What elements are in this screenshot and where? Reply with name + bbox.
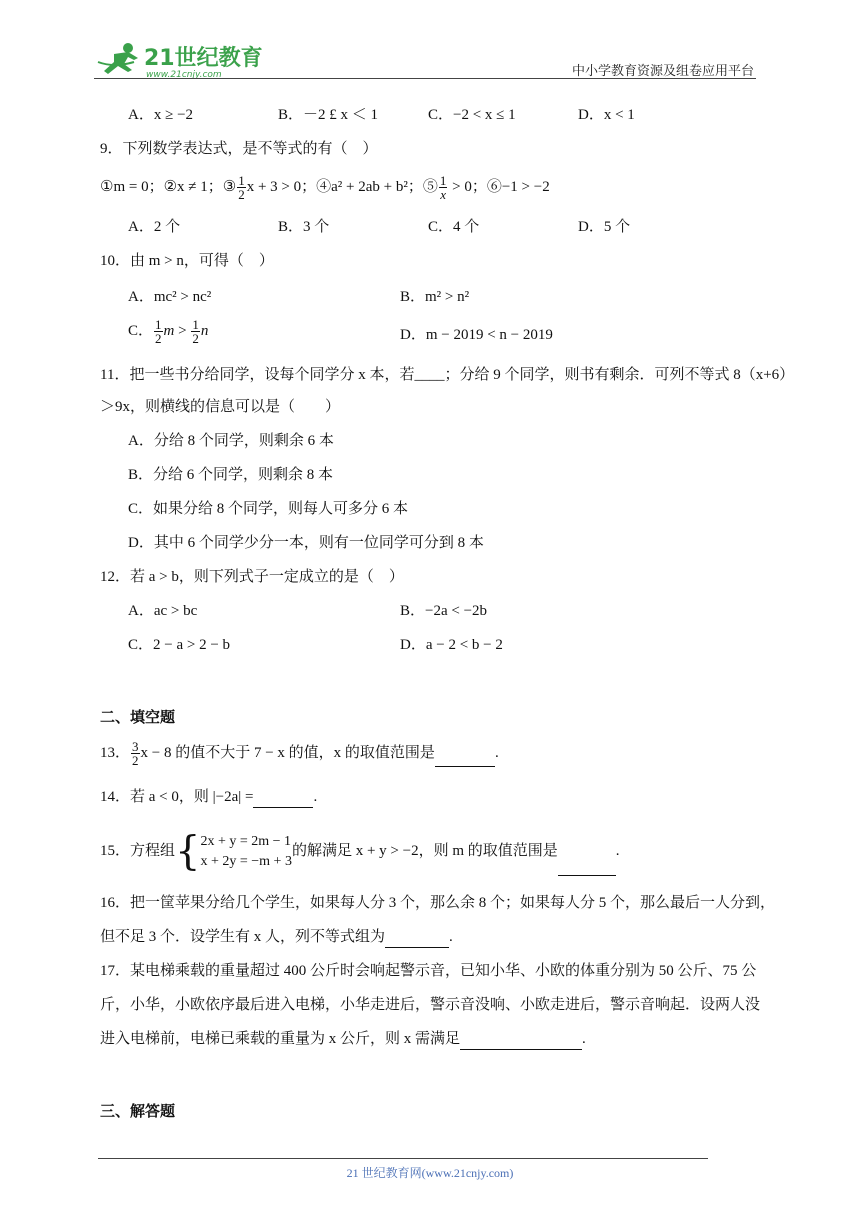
q8-options [128,104,728,126]
q15-eq1: 2x + y = 2m − 1 [200,833,292,849]
q9-fraction-half: $\frac{1}{2}$ [238,173,245,202]
q13-end: . [494,744,499,761]
header-divider [94,78,756,79]
q15-text-post: 的解满足 x + y > −2，则 m 的取值范围是 [291,843,558,859]
q15-text-pre: 15．方程组 [100,843,176,859]
q11-option-d: D．其中 6 个同学少分一本，则有一位同学可分到 8 本 [128,535,484,551]
q10-stem: 10．由 m > n，可得（ ） [100,253,274,269]
q9-option-c: C．4 个 [428,219,480,235]
q8-option-d: D．x < 1 [578,107,635,123]
q15-system [200,832,291,872]
q15-brace: { [175,828,201,875]
q15 [100,826,620,876]
q10-option-d: D．m − 2019 < n − 2019 [400,327,553,343]
q11-stem-line1: 11．把一些书分给同学，设每个同学分 x 本，若____；分给 9 个同学，则书有剩余．可列不等式 8（x+6） [100,367,795,383]
q12-option-a: A．ac > bc [128,603,198,619]
q14-answer-blank[interactable] [253,791,313,808]
q17-answer-blank[interactable] [460,1033,582,1050]
q16-line2 [100,926,453,948]
q11-option-a: A．分给 8 个同学，则剩余 6 本 [128,433,334,449]
q15-answer-blank[interactable] [558,859,616,876]
q9-expr-3: > 0；⑥−1 > −2 [448,178,550,195]
q9-fraction-1-over-x: $\frac{1}{x}$ [439,173,447,202]
q9-option-b: B．3 个 [278,219,330,235]
q15-eq2: x + 2y = −m + 3 [200,853,292,869]
q13-number: 13． [100,744,131,761]
q14 [100,786,317,808]
q13 [100,740,499,767]
header-platform-text: 中小学教育资源及组卷应用平台 [571,63,754,78]
q9-stem: 9．下列数学表达式，是不等式的有（ ） [100,141,378,157]
footer-site-text[interactable]: 21 世纪教育网(www.21cnjy.com) [346,1166,514,1180]
site-logo [94,38,264,80]
q15-end: . [615,843,620,859]
q8-option-a: A．x ≥ −2 [128,107,194,123]
svg-text:21世纪教育: 21世纪教育 [144,46,263,71]
q11-stem-line2: ＞9x，则横线的信息可以是（ ） [100,399,341,415]
q9-expr-1: ①m = 0；②x ≠ 1；③ [100,178,237,195]
q9-option-a: A．2 个 [128,219,181,235]
q16-line1: 16．把一筐苹果分给几个学生，如果每人分 3 个，那么余 8 个；如果每人分 5 个，那么最后一人分到， [100,895,776,911]
q16-end: . [449,929,453,945]
q17-end: . [582,1031,586,1047]
q9-options [128,216,728,238]
q14-text: 14．若 a < 0，则 |−2a| = [100,789,254,805]
q16-text: 但不足 3 个．设学生有 x 人，列不等式组为 [100,929,386,945]
q8-option-b: B．－2 £ x ＜ 1 [278,107,379,123]
q16-answer-blank[interactable] [385,931,449,948]
q9-expressions [100,174,550,201]
q11-option-b: B．分给 6 个同学，则剩余 8 本 [128,467,334,483]
q17-text: 进入电梯前，电梯已乘载的重量为 x 公斤，则 x 需满足 [100,1031,461,1047]
q12-option-b: B．−2a < −2b [400,603,488,619]
q12-option-d: D．a − 2 < b − 2 [400,637,503,653]
q13-answer-blank[interactable] [435,750,495,767]
svg-text:www.21cnjy.com: www.21cnjy.com [146,70,222,80]
q10-option-a: A．mc² > nc² [128,289,212,305]
q9-option-d: D．5 个 [578,219,631,235]
q17-line1: 17．某电梯乘载的重量超过 400 公斤时会响起警示音，已知小华、小欧的体重分别为 50 公斤、75 公 [100,963,757,979]
q17-line3 [100,1028,586,1050]
q11-option-c: C．如果分给 8 个同学，则每人可多分 6 本 [128,501,409,517]
q10-option-c-label: C． [128,322,154,339]
q17-line2: 斤，小华，小欧依序最后进入电梯，小华走进后，警示音没响、小欧走进后，警示音响起．设两人没 [100,997,761,1013]
footer-divider [98,1158,708,1159]
q13-fraction: $\frac{3}{2}$ [132,739,139,768]
q10-option-b: B．m² > n² [400,289,470,305]
q13-text: x − 8 的值不大于 7 − x 的值，x 的取值范围是 [140,744,435,761]
q12-stem: 12．若 a > b，则下列式子一定成立的是（ ） [100,569,404,585]
q14-end: . [313,789,318,805]
q9-expr-2: x + 3 > 0；④a² + 2ab + b²；⑤ [246,178,438,195]
q12-option-c: C．2 − a > 2 − b [128,637,231,653]
q8-option-c: C．−2 < x ≤ 1 [428,107,516,123]
section-answer-title: 三、解答题 [100,1103,176,1120]
section-fill-in-title: 二、填空题 [100,709,176,726]
q10-option-c: C． $\frac{1}{2}$ m > $\frac{1}{2}$ n [128,317,209,346]
